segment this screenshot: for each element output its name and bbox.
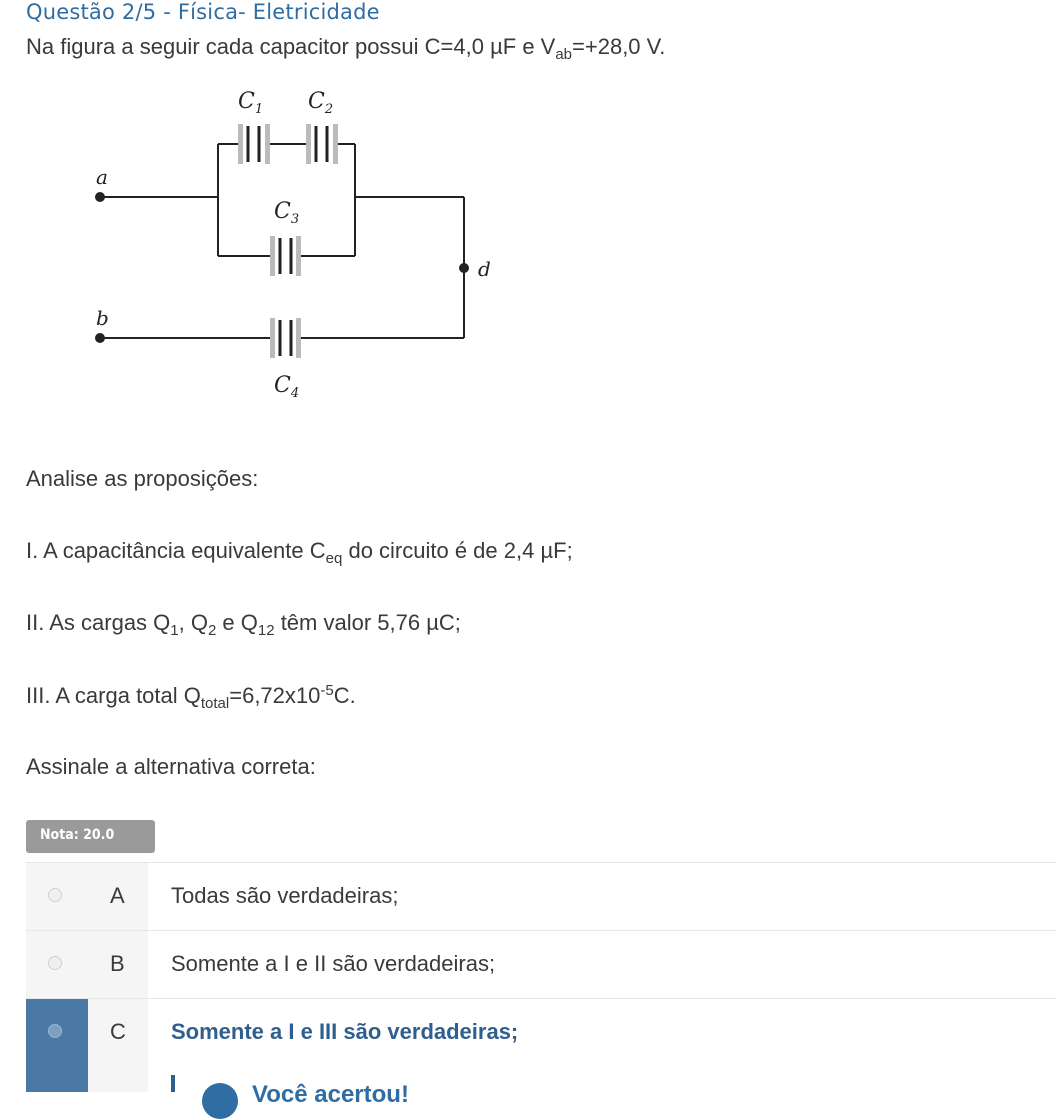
grade-badge xyxy=(26,820,155,853)
label-d: d xyxy=(478,257,491,281)
label-c1: $C_1$ xyxy=(238,89,264,117)
label-a: a xyxy=(96,165,108,189)
feedback-cell xyxy=(88,1065,148,1092)
grade-label: Nota: 20.0 xyxy=(40,827,115,843)
option-a[interactable] xyxy=(26,862,1056,930)
capacitor-c3 xyxy=(270,236,301,276)
question-intro: Na figura a seguir cada capacitor possui C=4,0 µF e $V_{ab}=+28,0$ V. xyxy=(26,34,666,63)
option-b[interactable] xyxy=(26,930,1056,998)
feedback-panel xyxy=(26,1065,1056,1108)
analise-text: Analise as proposições: xyxy=(26,466,259,491)
option-a-cell xyxy=(26,863,148,930)
check-icon xyxy=(202,1083,238,1119)
option-c-text[interactable]: Somente a I e III são verdadeiras; xyxy=(171,1019,519,1044)
label-c2: $C_2$ xyxy=(308,89,334,117)
assinale-text: Assinale a alternativa correta: xyxy=(26,754,316,779)
proposition-2: II. As cargas $Q_1$, $Q_2$ e $Q_{12}$ têm valor 5,76 µC; xyxy=(26,610,461,639)
option-a-radio[interactable] xyxy=(48,888,62,902)
label-c3: $C_3$ xyxy=(274,199,300,227)
capacitor-c4 xyxy=(270,318,301,358)
proposition-3: III. A carga total $Q_{total}=6,72x10^{-5}C$. xyxy=(26,682,356,712)
option-b-text[interactable]: Somente a I e II são verdadeiras; xyxy=(171,951,496,976)
proposition-1: I. A capacitância equivalente $C_{eq}$ do circuito é de 2,4 µF; xyxy=(26,538,573,567)
capacitor-circuit-diagram xyxy=(80,82,500,412)
option-a-letter: A xyxy=(110,883,125,908)
feedback-accent-bar xyxy=(171,1075,175,1092)
option-c[interactable] xyxy=(26,998,1056,1066)
option-b-letter: B xyxy=(110,951,125,976)
label-b: b xyxy=(96,306,109,330)
terminal-b xyxy=(95,333,105,343)
question-title: Questão 2/5 - Física- Eletricidade xyxy=(26,0,380,24)
option-b-radio[interactable] xyxy=(48,956,62,970)
circuit-wires xyxy=(100,144,464,338)
option-b-cell xyxy=(26,931,148,998)
feedback-text: Você acertou! xyxy=(252,1081,409,1108)
option-a-text[interactable]: Todas são verdadeiras; xyxy=(171,883,399,908)
label-c4: $C_4$ xyxy=(274,373,300,401)
capacitor-c2 xyxy=(306,124,338,164)
node-d xyxy=(459,263,469,273)
terminal-a xyxy=(95,192,105,202)
feedback-selected-bar xyxy=(26,1065,88,1092)
capacitor-c1 xyxy=(238,124,270,164)
option-c-radio[interactable] xyxy=(48,1024,62,1038)
option-c-letter: C xyxy=(110,1019,126,1044)
